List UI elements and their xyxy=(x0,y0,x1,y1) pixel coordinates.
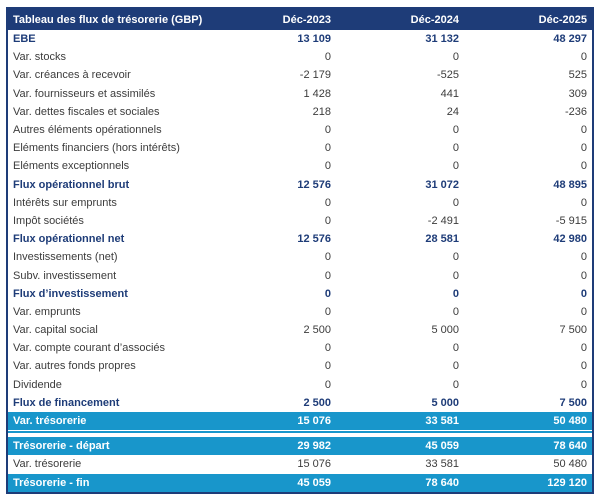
row-value-dec-2025: 7 500 xyxy=(464,321,592,339)
row-label: Var. capital social xyxy=(8,321,208,339)
row-label: Var. autres fonds propres xyxy=(8,357,208,375)
row-value-dec-2023: 0 xyxy=(208,339,336,357)
row-label: Subv. investissement xyxy=(8,266,208,284)
row-value-dec-2023: 15 076 xyxy=(208,455,336,473)
row-value-dec-2024 xyxy=(336,430,464,437)
row-label: Investissements (net) xyxy=(8,248,208,266)
table-row xyxy=(8,430,592,437)
row-value-dec-2025: 0 xyxy=(464,121,592,139)
row-label: Dividende xyxy=(8,376,208,394)
row-value-dec-2025: 0 xyxy=(464,157,592,175)
row-label: Autres éléments opérationnels xyxy=(8,121,208,139)
row-value-dec-2025: -236 xyxy=(464,103,592,121)
table-row xyxy=(8,212,592,230)
row-value-dec-2024: 0 xyxy=(336,266,464,284)
table-row xyxy=(8,194,592,212)
row-value-dec-2024: 0 xyxy=(336,139,464,157)
row-value-dec-2024: 0 xyxy=(336,339,464,357)
column-header-dec-2025: Déc-2025 xyxy=(464,9,592,30)
row-label: Var. créances à recevoir xyxy=(8,66,208,84)
column-header-dec-2024: Déc-2024 xyxy=(336,9,464,30)
row-value-dec-2025: 0 xyxy=(464,357,592,375)
row-value-dec-2025: 48 297 xyxy=(464,30,592,48)
row-value-dec-2024: 45 059 xyxy=(336,437,464,455)
row-value-dec-2023: 0 xyxy=(208,121,336,139)
row-value-dec-2023: 0 xyxy=(208,212,336,230)
row-value-dec-2024: 28 581 xyxy=(336,230,464,248)
row-label: Var. trésorerie xyxy=(8,412,208,430)
row-value-dec-2024: 5 000 xyxy=(336,321,464,339)
table-row xyxy=(8,357,592,375)
row-value-dec-2025: 0 xyxy=(464,48,592,66)
row-value-dec-2025: 0 xyxy=(464,339,592,357)
table-row xyxy=(8,121,592,139)
table-header xyxy=(8,9,592,30)
row-value-dec-2023: 12 576 xyxy=(208,230,336,248)
row-value-dec-2025: 50 480 xyxy=(464,412,592,430)
row-value-dec-2023: 0 xyxy=(208,157,336,175)
table-row xyxy=(8,248,592,266)
row-label: Flux opérationnel net xyxy=(8,230,208,248)
table-title: Tableau des flux de trésorerie (GBP) xyxy=(8,9,208,30)
row-value-dec-2023: 29 982 xyxy=(208,437,336,455)
row-value-dec-2024: 33 581 xyxy=(336,455,464,473)
row-value-dec-2025: 129 120 xyxy=(464,474,592,492)
row-label: Var. fournisseurs et assimilés xyxy=(8,85,208,103)
row-value-dec-2024: 0 xyxy=(336,48,464,66)
table-row xyxy=(8,474,592,492)
row-label: Var. compte courant d’associés xyxy=(8,339,208,357)
table-row xyxy=(8,321,592,339)
row-value-dec-2024: 0 xyxy=(336,194,464,212)
row-value-dec-2024: 31 132 xyxy=(336,30,464,48)
row-value-dec-2024: 24 xyxy=(336,103,464,121)
row-value-dec-2023: 1 428 xyxy=(208,85,336,103)
row-value-dec-2024: -2 491 xyxy=(336,212,464,230)
row-value-dec-2023: 0 xyxy=(208,248,336,266)
cash-flow-table xyxy=(6,7,594,494)
table-row xyxy=(8,394,592,412)
row-value-dec-2023: 12 576 xyxy=(208,176,336,194)
table-row xyxy=(8,30,592,48)
row-value-dec-2025: 525 xyxy=(464,66,592,84)
row-label: Flux opérationnel brut xyxy=(8,176,208,194)
table-row xyxy=(8,412,592,430)
table-row xyxy=(8,339,592,357)
row-value-dec-2024: -525 xyxy=(336,66,464,84)
row-label: Var. emprunts xyxy=(8,303,208,321)
row-value-dec-2024: 5 000 xyxy=(336,394,464,412)
table-row xyxy=(8,266,592,284)
row-value-dec-2023: 0 xyxy=(208,194,336,212)
table-row xyxy=(8,285,592,303)
row-label: Trésorerie - départ xyxy=(8,437,208,455)
row-value-dec-2023: 0 xyxy=(208,357,336,375)
row-value-dec-2024: 0 xyxy=(336,357,464,375)
row-value-dec-2025: 0 xyxy=(464,248,592,266)
row-label: Var. dettes fiscales et sociales xyxy=(8,103,208,121)
row-value-dec-2023: 0 xyxy=(208,376,336,394)
row-value-dec-2024: 0 xyxy=(336,376,464,394)
row-value-dec-2025: -5 915 xyxy=(464,212,592,230)
column-header-dec-2023: Déc-2023 xyxy=(208,9,336,30)
row-value-dec-2024: 0 xyxy=(336,121,464,139)
row-label: Flux de financement xyxy=(8,394,208,412)
row-value-dec-2023: 0 xyxy=(208,285,336,303)
row-label xyxy=(8,430,208,437)
table-row xyxy=(8,103,592,121)
table-row xyxy=(8,437,592,455)
row-value-dec-2025: 0 xyxy=(464,139,592,157)
row-value-dec-2025: 42 980 xyxy=(464,230,592,248)
row-value-dec-2024: 31 072 xyxy=(336,176,464,194)
row-label: Intérêts sur emprunts xyxy=(8,194,208,212)
row-value-dec-2024: 0 xyxy=(336,285,464,303)
row-value-dec-2025: 0 xyxy=(464,194,592,212)
row-value-dec-2023: 45 059 xyxy=(208,474,336,492)
row-value-dec-2025: 309 xyxy=(464,85,592,103)
cash-flow-grid xyxy=(8,9,592,492)
table-row xyxy=(8,157,592,175)
table-row xyxy=(8,85,592,103)
row-value-dec-2024: 33 581 xyxy=(336,412,464,430)
row-label: Flux d’investissement xyxy=(8,285,208,303)
row-value-dec-2023: 0 xyxy=(208,48,336,66)
table-row xyxy=(8,376,592,394)
row-value-dec-2023: 0 xyxy=(208,266,336,284)
row-label: Var. trésorerie xyxy=(8,455,208,473)
row-value-dec-2025: 0 xyxy=(464,285,592,303)
row-value-dec-2025: 7 500 xyxy=(464,394,592,412)
row-value-dec-2024: 0 xyxy=(336,303,464,321)
row-value-dec-2023: 0 xyxy=(208,303,336,321)
row-value-dec-2023: -2 179 xyxy=(208,66,336,84)
row-value-dec-2023: 13 109 xyxy=(208,30,336,48)
row-value-dec-2023 xyxy=(208,430,336,437)
table-row xyxy=(8,230,592,248)
table-row xyxy=(8,455,592,473)
row-value-dec-2023: 218 xyxy=(208,103,336,121)
row-value-dec-2025: 48 895 xyxy=(464,176,592,194)
row-label: EBE xyxy=(8,30,208,48)
row-value-dec-2025: 0 xyxy=(464,303,592,321)
row-value-dec-2023: 0 xyxy=(208,139,336,157)
row-value-dec-2025: 0 xyxy=(464,376,592,394)
row-label: Trésorerie - fin xyxy=(8,474,208,492)
row-value-dec-2024: 441 xyxy=(336,85,464,103)
row-value-dec-2024: 78 640 xyxy=(336,474,464,492)
table-row xyxy=(8,139,592,157)
table-row xyxy=(8,66,592,84)
row-value-dec-2023: 2 500 xyxy=(208,394,336,412)
row-value-dec-2025: 50 480 xyxy=(464,455,592,473)
table-row xyxy=(8,176,592,194)
row-value-dec-2025 xyxy=(464,430,592,437)
row-value-dec-2023: 2 500 xyxy=(208,321,336,339)
table-row xyxy=(8,48,592,66)
row-label: Var. stocks xyxy=(8,48,208,66)
table-body xyxy=(8,30,592,492)
row-label: Impôt sociétés xyxy=(8,212,208,230)
row-value-dec-2025: 0 xyxy=(464,266,592,284)
table-row xyxy=(8,303,592,321)
row-value-dec-2025: 78 640 xyxy=(464,437,592,455)
row-value-dec-2024: 0 xyxy=(336,248,464,266)
row-label: Eléments financiers (hors intérêts) xyxy=(8,139,208,157)
header-row xyxy=(8,9,592,30)
row-label: Eléments exceptionnels xyxy=(8,157,208,175)
row-value-dec-2023: 15 076 xyxy=(208,412,336,430)
row-value-dec-2024: 0 xyxy=(336,157,464,175)
